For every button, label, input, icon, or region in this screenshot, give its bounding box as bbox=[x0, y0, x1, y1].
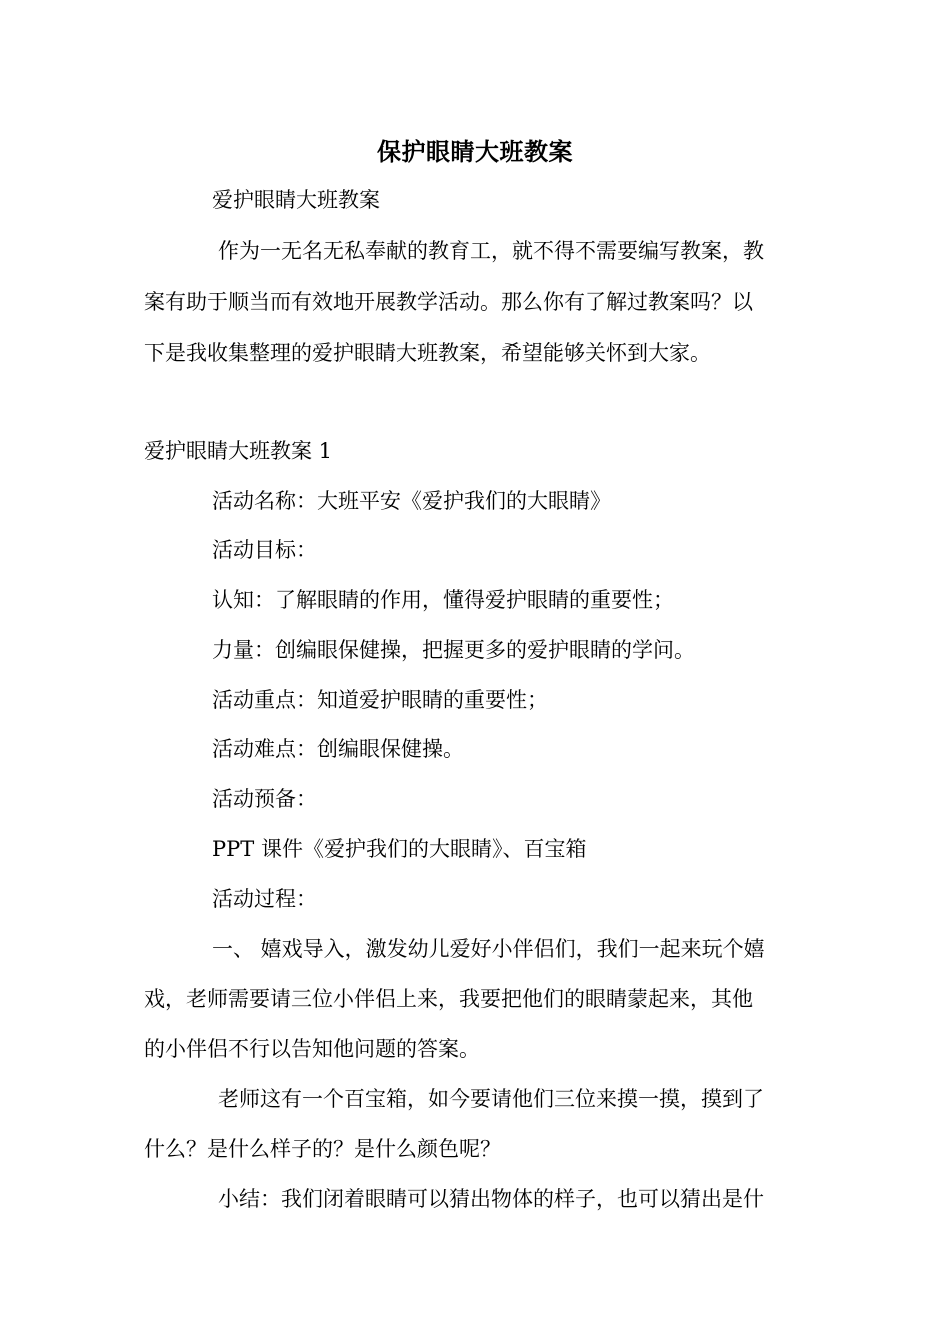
subtitle-line: 爱护眼睛大班教案 bbox=[212, 188, 380, 212]
paragraph-line: 作为一无名无私奉献的教育工，就不得不需要编写教案，教 bbox=[218, 239, 764, 263]
paragraph-line: 活动难点：创编眼保健操。 bbox=[212, 737, 464, 761]
paragraph-line: 下是我收集整理的爱护眼睛大班教案，希望能够关怀到大家。 bbox=[144, 341, 711, 365]
document-title: 保护眼睛大班教案 bbox=[377, 137, 573, 166]
paragraph-line: PPT 课件《爱护我们的大眼睛》、百宝箱 bbox=[212, 837, 587, 861]
paragraph-line: 活动过程： bbox=[212, 887, 317, 911]
paragraph-line: 活动预备： bbox=[212, 787, 317, 811]
paragraph-line: 一、 嬉戏导入，激发幼儿爱好小伴侣们，我们一起来玩个嬉 bbox=[212, 937, 765, 961]
paragraph-line: 力量：创编眼保健操，把握更多的爱护眼睛的学问。 bbox=[212, 638, 695, 662]
section-heading: 爱护眼睛大班教案 1 bbox=[144, 439, 333, 463]
paragraph-line: 认知：了解眼睛的作用，懂得爱护眼睛的重要性； bbox=[212, 588, 674, 612]
paragraph-line: 活动名称：大班平安《爱护我们的大眼睛》 bbox=[212, 489, 611, 513]
paragraph-line: 的小伴侣不行以告知他问题的答案。 bbox=[144, 1037, 480, 1061]
paragraph-line: 戏，老师需要请三位小伴侣上来，我要把他们的眼睛蒙起来，其他 bbox=[144, 987, 753, 1011]
paragraph-line: 活动重点：知道爱护眼睛的重要性； bbox=[212, 688, 548, 712]
paragraph-line: 老师这有一个百宝箱，如今要请他们三位来摸一摸，摸到了 bbox=[218, 1087, 764, 1111]
paragraph-line: 案有助于顺当而有效地开展教学活动。那么你有了解过教案吗？以 bbox=[144, 290, 753, 314]
paragraph-line: 小结：我们闭着眼睛可以猜出物体的样子，也可以猜出是什 bbox=[218, 1187, 764, 1211]
paragraph-line: 什么？是什么样子的？是什么颜色呢？ bbox=[144, 1137, 501, 1161]
paragraph-line: 活动目标： bbox=[212, 538, 317, 562]
